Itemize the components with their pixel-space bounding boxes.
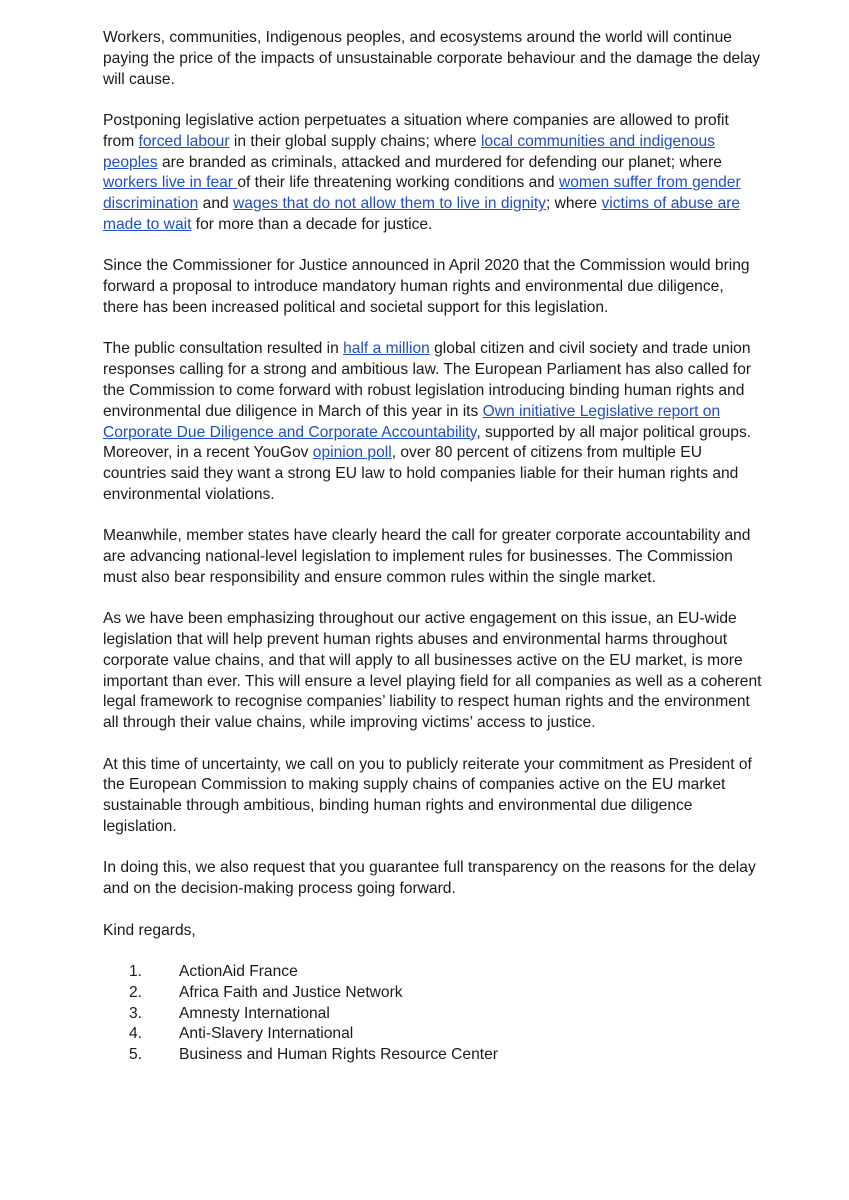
paragraph-transparency: In doing this, we also request that you guarantee full transparency on the reasons for the delay and on the decision-making process going forward.: [103, 859, 756, 898]
paragraph-impact: Workers, communities, Indigenous peoples, and ecosystems around the world will continue paying the price of the impacts of unsustainable corporate behaviour and the damage the delay will cause.: [103, 29, 761, 88]
list-item: [103, 983, 763, 1004]
signatory-name: Anti-Slavery International: [179, 1025, 354, 1043]
link-workers-live-in-fear[interactable]: workers live in fear: [103, 174, 238, 192]
list-number: 4.: [129, 1025, 143, 1043]
paragraph-text: global citizen and civil society and trade union responses calling for a strong and ambitious law. The European Parliament has also called for the Commission to come forward with robust legislation introducing binding human rights and environmental due diligence in March of this year in its: [103, 340, 752, 420]
paragraph-text: , over 80 percent of citizens from multiple EU countries said they want a strong EU law to hold companies liable for their human rights and environmental violations.: [103, 444, 739, 503]
paragraph-text: ; where: [545, 195, 602, 213]
paragraph-postponing: [103, 111, 763, 236]
paragraph-text: are branded as criminals, attacked and murdered for defending our planet; where: [157, 153, 722, 171]
paragraph-text: The public consultation resulted in: [103, 340, 344, 358]
list-number: 3.: [129, 1004, 143, 1022]
paragraph-text: for more than a decade for justice.: [191, 215, 433, 233]
signatory-name: Africa Faith and Justice Network: [179, 983, 403, 1001]
signatory-name: ActionAid France: [179, 963, 298, 981]
letter-page: [103, 28, 763, 1066]
list-item: [103, 1004, 763, 1025]
paragraph-commissioner: Since the Commissioner for Justice announced in April 2020 that the Commission would bring forward a proposal to introduce mandatory human rights and environmental due diligence, there has been increased political and societal support for this legislation.: [103, 257, 750, 316]
paragraph-call-to-reiterate: At this time of uncertainty, we call on you to publicly reiterate your commitment as President of the European Commission to making supply chains of companies active on the EU market sustainable through ambitious, binding human rights and environmental due diligence legislation.: [103, 755, 752, 836]
paragraph-text: of their life threatening working conditions and: [237, 174, 559, 192]
paragraph-eu-wide-legislation: As we have been emphasizing throughout our active engagement on this issue, an EU-wide legislation that will help prevent human rights abuses and environmental harms throughout corporate value chains, and that will apply to all businesses active on the EU market, is more important than ever. This will ensure a level playing field for all companies as well as a coherent legal framework to recognise companies’ liability to respect human rights and the environment all through their value chains, while improving victims’ access to justice.: [103, 610, 762, 732]
list-number: 5.: [129, 1046, 143, 1064]
link-forced-labour[interactable]: forced labour: [138, 132, 230, 150]
link-local-communities[interactable]: local communities and indigenous peoples: [103, 132, 715, 171]
paragraph-text: , supported by all major political groups. Moreover, in a recent YouGov: [103, 423, 752, 462]
paragraph-text: Postponing legislative action perpetuates a situation where companies are allowed to profit from: [103, 111, 729, 150]
link-victims-of-abuse[interactable]: victims of abuse are made to wait: [103, 195, 741, 233]
paragraph-text: in their global supply chains; where: [229, 132, 481, 150]
signatory-name: Amnesty International: [179, 1004, 330, 1022]
list-item: [103, 1045, 763, 1066]
paragraph-consultation: [103, 339, 763, 505]
paragraph-text: and: [198, 195, 234, 213]
link-half-a-million[interactable]: half a million: [343, 340, 430, 358]
list-number: 1.: [129, 963, 143, 981]
list-item: [103, 962, 763, 983]
paragraph-member-states: Meanwhile, member states have clearly heard the call for greater corporate accountability and are advancing national-level legislation to implement rules for businesses. The Commission must also bear responsibility and ensure common rules within the single market.: [103, 527, 751, 586]
signatory-name: Business and Human Rights Resource Center: [179, 1046, 498, 1064]
closing-salutation: Kind regards,: [103, 921, 196, 939]
link-own-initiative-report[interactable]: Own initiative Legislative report on Corporate Due Diligence and Corporate Accountability: [103, 402, 721, 441]
link-wages-dignity[interactable]: wages that do not allow them to live in dignity: [233, 195, 546, 213]
list-number: 2.: [129, 983, 143, 1001]
link-gender-discrimination[interactable]: women suffer from gender discrimination: [103, 174, 741, 213]
list-item: [103, 1024, 763, 1045]
signatory-list: [103, 962, 763, 1066]
link-opinion-poll[interactable]: opinion poll: [312, 444, 392, 462]
